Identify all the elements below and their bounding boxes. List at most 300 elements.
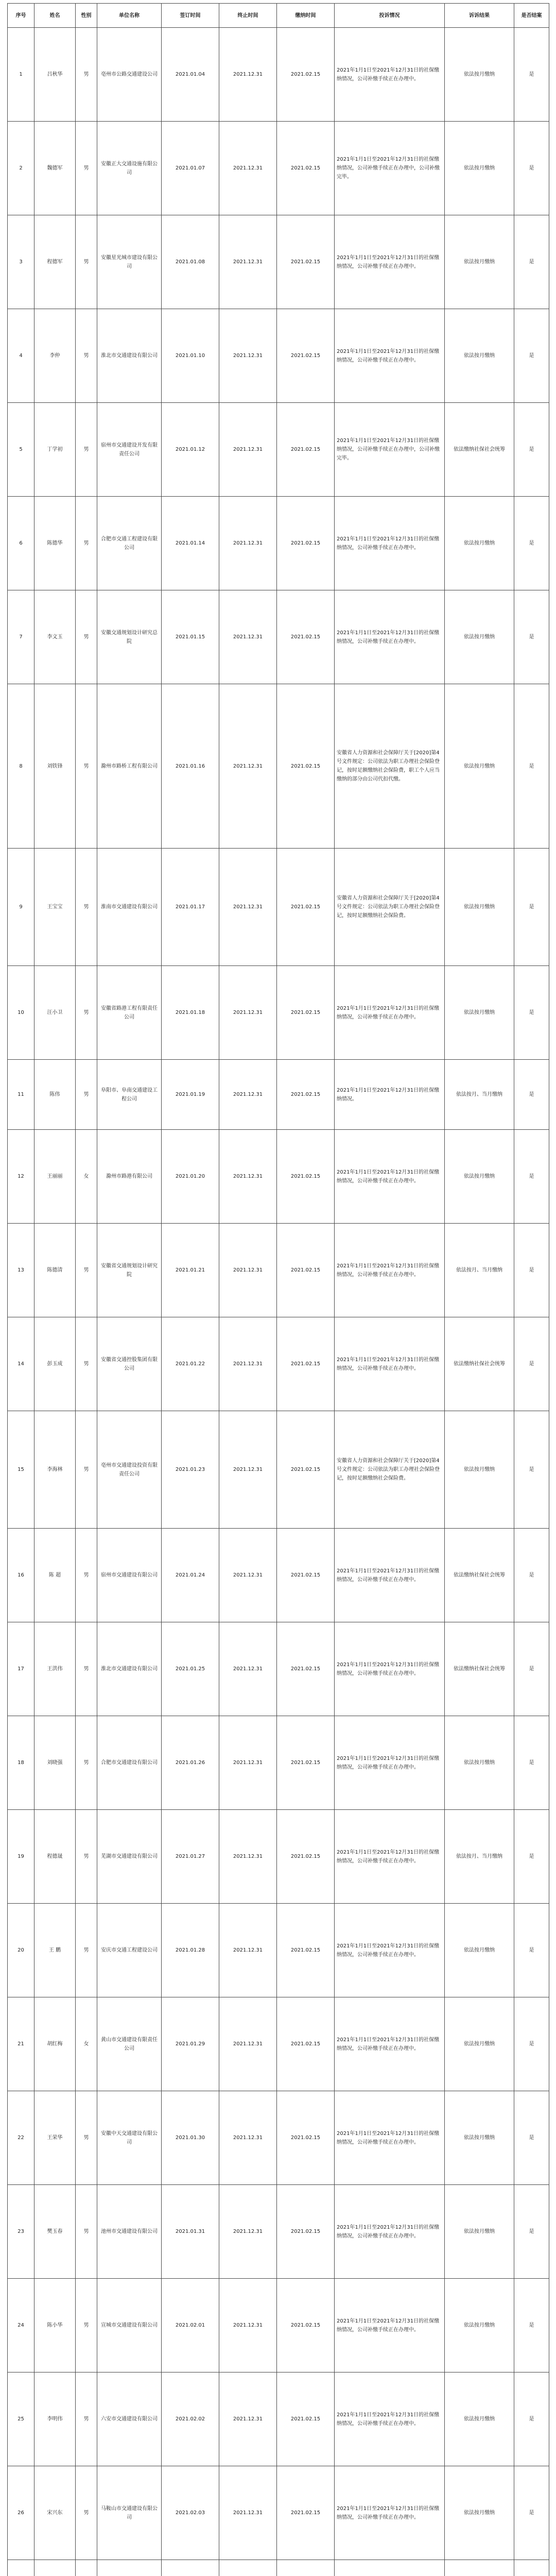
result-cell: 依法按月、当月缴纳 (445, 1224, 514, 1317)
payment-date-cell: 2021.02.15 (277, 1411, 335, 1529)
end-date-cell: 2021.12.31 (219, 215, 277, 309)
complaint-cell: 安徽省人力资源和社会保障厅关于[2020]第4号文件规定：公司依法为职工办理社会保险登记，按时足额缴纳社会保险费。 (335, 849, 445, 966)
table-row (8, 28, 549, 122)
company-cell: 安徽省交通规划设计研究院 (97, 1224, 162, 1317)
gender-cell: 男 (76, 28, 97, 122)
result-cell: 依法按月缴纳 (445, 2279, 514, 2372)
company-cell: 宿州市交通建设开发有限责任公司 (97, 403, 162, 497)
name-cell: 李明伟 (34, 2372, 76, 2466)
end-date-cell: 2021.12.31 (219, 497, 277, 590)
complaint-cell: 2021年1月1日至2021年12月31日的社保缴纳情况，公司补缴手续正在办理中。 (335, 966, 445, 1060)
complaint-cell: 2021年1月1日至2021年12月31日的社保缴纳情况，公司补缴手续正在办理中。 (335, 1529, 445, 1622)
header-cell: 性别 (76, 4, 97, 28)
end-date-cell: 2021.12.31 (219, 1997, 277, 2091)
closed-cell: 是 (514, 590, 549, 684)
header-cell: 签订时间 (162, 4, 219, 28)
result-cell: 依法缴纳社保社会统筹 (445, 1622, 514, 1716)
end-date-cell: 2021.12.31 (219, 1130, 277, 1224)
table-row (8, 309, 549, 403)
header-cell: 终止时间 (219, 4, 277, 28)
table-row (8, 497, 549, 590)
seq-cell: 2 (8, 122, 34, 215)
result-cell: 依法按月、当月缴纳 (445, 1060, 514, 1130)
end-date-cell: 2021.12.31 (219, 1411, 277, 1529)
closed-cell: 是 (514, 1997, 549, 2091)
closed-cell (514, 2560, 549, 2576)
end-date-cell: 2021.12.31 (219, 1810, 277, 1904)
sign-date-cell: 2021.01.15 (162, 590, 219, 684)
closed-cell: 是 (514, 1317, 549, 1411)
sign-date-cell: 2021.02.03 (162, 2466, 219, 2560)
table-row (8, 1904, 549, 1997)
complaint-cell: 2021年1月1日至2021年12月31日的社保缴纳情况，公司补缴手续正在办理中。 (335, 1130, 445, 1224)
gender-cell: 男 (76, 684, 97, 849)
seq-cell: 1 (8, 28, 34, 122)
seq-cell: 4 (8, 309, 34, 403)
gender-cell: 男 (76, 1317, 97, 1411)
company-cell: 亳州市公路交通建设公司 (97, 28, 162, 122)
seq-cell: 8 (8, 684, 34, 849)
result-cell: 依法按月缴纳 (445, 2466, 514, 2560)
end-date-cell: 2021.12.31 (219, 1622, 277, 1716)
table-row (8, 1130, 549, 1224)
gender-cell: 女 (76, 1130, 97, 1224)
result-cell: 依法按月缴纳 (445, 1411, 514, 1529)
gender-cell: 男 (76, 966, 97, 1060)
table-row (8, 1529, 549, 1622)
name-cell: 丁学初 (34, 403, 76, 497)
seq-cell: 21 (8, 1997, 34, 2091)
end-date-cell: 2021.12.31 (219, 590, 277, 684)
payment-date-cell: 2021.02.15 (277, 2091, 335, 2185)
complaint-cell: 2021年1月1日至2021年12月31日的社保缴纳情况，公司补缴手续正在办理中。 (335, 309, 445, 403)
payment-date-cell: 2021.02.15 (277, 849, 335, 966)
header-cell: 缴纳时间 (277, 4, 335, 28)
company-cell: 安徽中天交通建设有限公司 (97, 2091, 162, 2185)
sign-date-cell: 2021.01.12 (162, 403, 219, 497)
sign-date-cell: 2021.01.22 (162, 1317, 219, 1411)
records-table (7, 3, 549, 2576)
complaint-cell (335, 2560, 445, 2576)
name-cell: 彭玉成 (34, 1317, 76, 1411)
payment-date-cell: 2021.02.15 (277, 1904, 335, 1997)
table-row (8, 1060, 549, 1130)
name-cell: 王洪伟 (34, 1622, 76, 1716)
company-cell: 黄山市交通建设有限责任公司 (97, 1997, 162, 2091)
sign-date-cell: 2021.01.10 (162, 309, 219, 403)
table-row (8, 1997, 549, 2091)
gender-cell: 男 (76, 2279, 97, 2372)
gender-cell: 男 (76, 2185, 97, 2279)
sign-date-cell: 2021.01.26 (162, 1716, 219, 1810)
gender-cell: 男 (76, 1411, 97, 1529)
name-cell: 陈小华 (34, 2279, 76, 2372)
result-cell: 依法缴纳社保社会统筹 (445, 403, 514, 497)
complaint-cell: 2021年1月1日至2021年12月31日的社保缴纳情况，公司补缴手续正在办理中。 (335, 2372, 445, 2466)
gender-cell: 男 (76, 1716, 97, 1810)
complaint-cell: 2021年1月1日至2021年12月31日的社保缴纳情况，公司补缴手续正在办理中。 (335, 1224, 445, 1317)
company-cell: 淮南市交通建设有限公司 (97, 849, 162, 966)
header-cell: 序号 (8, 4, 34, 28)
header-cell: 姓名 (34, 4, 76, 28)
result-cell: 依法按月缴纳 (445, 1904, 514, 1997)
closed-cell: 是 (514, 2372, 549, 2466)
sign-date-cell: 2021.01.28 (162, 1904, 219, 1997)
payment-date-cell (277, 2560, 335, 2576)
result-cell: 依法缴纳社保社会统筹 (445, 1317, 514, 1411)
closed-cell: 是 (514, 1224, 549, 1317)
complaint-cell: 2021年1月1日至2021年12月31日的社保缴纳情况，公司补缴手续正在办理中。 (335, 2279, 445, 2372)
result-cell: 依法按月缴纳 (445, 849, 514, 966)
end-date-cell: 2021.12.31 (219, 2185, 277, 2279)
payment-date-cell: 2021.02.15 (277, 403, 335, 497)
closed-cell: 是 (514, 966, 549, 1060)
company-cell: 阜阳市、阜南交通建设工程公司 (97, 1060, 162, 1130)
payment-date-cell: 2021.02.15 (277, 2466, 335, 2560)
table-row (8, 1622, 549, 1716)
result-cell: 依法按月、当月缴纳 (445, 1810, 514, 1904)
name-cell: 王丽丽 (34, 1130, 76, 1224)
end-date-cell: 2021.12.31 (219, 1317, 277, 1411)
table-row (8, 1810, 549, 1904)
result-cell: 依法按月缴纳 (445, 1716, 514, 1810)
closed-cell: 是 (514, 1810, 549, 1904)
closed-cell: 是 (514, 849, 549, 966)
payment-date-cell: 2021.02.15 (277, 1060, 335, 1130)
payment-date-cell: 2021.02.15 (277, 1529, 335, 1622)
seq-cell: 14 (8, 1317, 34, 1411)
sign-date-cell: 2021.01.07 (162, 122, 219, 215)
payment-date-cell: 2021.02.15 (277, 1622, 335, 1716)
name-cell: 李文玉 (34, 590, 76, 684)
payment-date-cell: 2021.02.15 (277, 1224, 335, 1317)
sign-date-cell: 2021.01.24 (162, 1529, 219, 1622)
closed-cell: 是 (514, 2091, 549, 2185)
end-date-cell: 2021.12.31 (219, 2466, 277, 2560)
complaint-cell: 2021年1月1日至2021年12月31日的社保缴纳情况，公司补缴手续正在办理中。 (335, 215, 445, 309)
payment-date-cell: 2021.02.15 (277, 1130, 335, 1224)
end-date-cell: 2021.12.31 (219, 1716, 277, 1810)
complaint-cell: 2021年1月1日至2021年12月31日的社保缴纳情况，公司补缴手续正在办理中。 (335, 28, 445, 122)
closed-cell: 是 (514, 2466, 549, 2560)
end-date-cell: 2021.12.31 (219, 28, 277, 122)
result-cell: 依法按月缴纳 (445, 309, 514, 403)
complaint-cell: 2021年1月1日至2021年12月31日的社保缴纳情况，公司补缴手续正在办理中。 (335, 1716, 445, 1810)
payment-date-cell: 2021.02.15 (277, 122, 335, 215)
seq-cell: 24 (8, 2279, 34, 2372)
complaint-cell: 2021年1月1日至2021年12月31日的社保缴纳情况，公司补缴手续正在办理中，公司补缴完毕。 (335, 403, 445, 497)
seq-cell: 7 (8, 590, 34, 684)
name-cell: 胡红梅 (34, 1997, 76, 2091)
company-cell: 芜湖市交通建设有限公司 (97, 1810, 162, 1904)
sign-date-cell: 2021.01.27 (162, 1810, 219, 1904)
company-cell (97, 2560, 162, 2576)
name-cell: 程德晟 (34, 1810, 76, 1904)
company-cell: 滁州市路港有限公司 (97, 1130, 162, 1224)
company-cell: 安徽星光城市建设有限公司 (97, 215, 162, 309)
company-cell: 池州市交通建设有限公司 (97, 2185, 162, 2279)
table-row (8, 1317, 549, 1411)
payment-date-cell: 2021.02.15 (277, 684, 335, 849)
gender-cell (76, 2560, 97, 2576)
result-cell: 依法按月缴纳 (445, 1130, 514, 1224)
closed-cell: 是 (514, 28, 549, 122)
complaint-cell: 2021年1月1日至2021年12月31日的社保缴纳情况，公司补缴手续正在办理中。 (335, 1317, 445, 1411)
name-cell: 陈德清 (34, 1224, 76, 1317)
company-cell: 宣城市交通建设有限公司 (97, 2279, 162, 2372)
complaint-cell: 安徽省人力资源和社会保障厅关于[2020]第4号文件规定：公司依法为职工办理社会保险登记，按时足额缴纳社会保险费。 (335, 1411, 445, 1529)
complaint-cell: 2021年1月1日至2021年12月31日的社保缴纳情况，公司补缴手续正在办理中。 (335, 1810, 445, 1904)
name-cell: 汪小卫 (34, 966, 76, 1060)
gender-cell: 男 (76, 122, 97, 215)
company-cell: 安徽省路港工程有限责任公司 (97, 966, 162, 1060)
end-date-cell: 2021.12.31 (219, 966, 277, 1060)
name-cell: 王宝宝 (34, 849, 76, 966)
payment-date-cell: 2021.02.15 (277, 966, 335, 1060)
result-cell: 依法按月缴纳 (445, 684, 514, 849)
sign-date-cell: 2021.01.14 (162, 497, 219, 590)
sign-date-cell (162, 2560, 219, 2576)
sign-date-cell: 2021.02.01 (162, 2279, 219, 2372)
end-date-cell: 2021.12.31 (219, 309, 277, 403)
gender-cell: 女 (76, 1997, 97, 2091)
end-date-cell: 2021.12.31 (219, 1060, 277, 1130)
seq-cell: 16 (8, 1529, 34, 1622)
gender-cell: 男 (76, 2091, 97, 2185)
result-cell: 依法缴纳社保社会统筹 (445, 1529, 514, 1622)
company-cell: 合肥市交通建设有限公司 (97, 1716, 162, 1810)
company-cell: 安徽正大交通设施有限公司 (97, 122, 162, 215)
table-row (8, 2466, 549, 2560)
end-date-cell: 2021.12.31 (219, 849, 277, 966)
table-row (8, 1224, 549, 1317)
gender-cell: 男 (76, 2466, 97, 2560)
name-cell: 王 鹏 (34, 1904, 76, 1997)
table-row (8, 2185, 549, 2279)
seq-cell: 15 (8, 1411, 34, 1529)
payment-date-cell: 2021.02.15 (277, 1997, 335, 2091)
table-row (8, 2560, 549, 2576)
complaint-cell: 2021年1月1日至2021年12月31日的社保缴纳情况。 (335, 1060, 445, 1130)
end-date-cell: 2021.12.31 (219, 403, 277, 497)
payment-date-cell: 2021.02.15 (277, 1716, 335, 1810)
header-cell: 诉诉结果 (445, 4, 514, 28)
company-cell: 合肥市交通工程建设有限公司 (97, 497, 162, 590)
sign-date-cell: 2021.02.02 (162, 2372, 219, 2466)
seq-cell (8, 2560, 34, 2576)
seq-cell: 6 (8, 497, 34, 590)
gender-cell: 男 (76, 1622, 97, 1716)
company-cell: 安庆市交通工程建设公司 (97, 1904, 162, 1997)
table-row (8, 2372, 549, 2466)
closed-cell: 是 (514, 1904, 549, 1997)
result-cell: 依法按月缴纳 (445, 2185, 514, 2279)
payment-date-cell: 2021.02.15 (277, 2372, 335, 2466)
header-cell: 投诉情况 (335, 4, 445, 28)
seq-cell: 13 (8, 1224, 34, 1317)
end-date-cell: 2021.12.31 (219, 122, 277, 215)
result-cell: 依法按月缴纳 (445, 1997, 514, 2091)
sign-date-cell: 2021.01.16 (162, 684, 219, 849)
end-date-cell: 2021.12.31 (219, 2091, 277, 2185)
name-cell: 魏德军 (34, 122, 76, 215)
payment-date-cell: 2021.02.15 (277, 215, 335, 309)
closed-cell: 是 (514, 309, 549, 403)
end-date-cell: 2021.12.31 (219, 1224, 277, 1317)
closed-cell: 是 (514, 403, 549, 497)
closed-cell: 是 (514, 1411, 549, 1529)
name-cell: 王荣华 (34, 2091, 76, 2185)
table-row (8, 403, 549, 497)
name-cell: 樊玉春 (34, 2185, 76, 2279)
sign-date-cell: 2021.01.30 (162, 2091, 219, 2185)
seq-cell: 23 (8, 2185, 34, 2279)
seq-cell: 10 (8, 966, 34, 1060)
table-row (8, 590, 549, 684)
result-cell: 依法按月缴纳 (445, 966, 514, 1060)
end-date-cell: 2021.12.31 (219, 2279, 277, 2372)
end-date-cell: 2021.12.31 (219, 1529, 277, 1622)
payment-date-cell: 2021.02.15 (277, 2279, 335, 2372)
gender-cell: 男 (76, 1060, 97, 1130)
gender-cell: 男 (76, 403, 97, 497)
result-cell: 依法按月缴纳 (445, 215, 514, 309)
result-cell: 依法按月缴纳 (445, 497, 514, 590)
sign-date-cell: 2021.01.31 (162, 2185, 219, 2279)
payment-date-cell: 2021.02.15 (277, 590, 335, 684)
table-row (8, 849, 549, 966)
seq-cell: 12 (8, 1130, 34, 1224)
closed-cell: 是 (514, 684, 549, 849)
result-cell: 依法按月缴纳 (445, 122, 514, 215)
company-cell: 淮北市交通建设有限公司 (97, 1622, 162, 1716)
name-cell: 宋兴东 (34, 2466, 76, 2560)
payment-date-cell: 2021.02.15 (277, 497, 335, 590)
gender-cell: 男 (76, 1224, 97, 1317)
table-row (8, 966, 549, 1060)
closed-cell: 是 (514, 1622, 549, 1716)
name-cell: 陈伟 (34, 1060, 76, 1130)
company-cell: 马鞍山市交通建设有限公司 (97, 2466, 162, 2560)
table-row (8, 684, 549, 849)
gender-cell: 男 (76, 849, 97, 966)
closed-cell: 是 (514, 1130, 549, 1224)
sign-date-cell: 2021.01.18 (162, 966, 219, 1060)
company-cell: 亳州市交通建设投资有限责任公司 (97, 1411, 162, 1529)
payment-date-cell: 2021.02.15 (277, 1810, 335, 1904)
seq-cell: 11 (8, 1060, 34, 1130)
result-cell: 依法按月缴纳 (445, 28, 514, 122)
gender-cell: 男 (76, 309, 97, 403)
sign-date-cell: 2021.01.19 (162, 1060, 219, 1130)
name-cell: 刘铁锋 (34, 684, 76, 849)
payment-date-cell: 2021.02.15 (277, 28, 335, 122)
complaint-cell: 2021年1月1日至2021年12月31日的社保缴纳情况，公司补缴手续正在办理中。 (335, 1622, 445, 1716)
company-cell: 安徽交通规划设计研究总院 (97, 590, 162, 684)
closed-cell: 是 (514, 1716, 549, 1810)
result-cell: 依法按月缴纳 (445, 2372, 514, 2466)
company-cell: 淮北市交通建设有限公司 (97, 309, 162, 403)
seq-cell: 17 (8, 1622, 34, 1716)
table-row (8, 1716, 549, 1810)
gender-cell: 男 (76, 1529, 97, 1622)
sign-date-cell: 2021.01.20 (162, 1130, 219, 1224)
name-cell: 陈 超 (34, 1529, 76, 1622)
closed-cell: 是 (514, 215, 549, 309)
table-row (8, 2091, 549, 2185)
table-row (8, 1411, 549, 1529)
end-date-cell: 2021.12.31 (219, 2372, 277, 2466)
complaint-cell: 2021年1月1日至2021年12月31日的社保缴纳情况，公司补缴手续正在办理中。 (335, 1997, 445, 2091)
seq-cell: 3 (8, 215, 34, 309)
complaint-cell: 2021年1月1日至2021年12月31日的社保缴纳情况，公司补缴手续正在办理中。 (335, 2185, 445, 2279)
seq-cell: 5 (8, 403, 34, 497)
complaint-cell: 2021年1月1日至2021年12月31日的社保缴纳情况，公司补缴手续正在办理中。 (335, 590, 445, 684)
company-cell: 安徽省交通控股集团有限公司 (97, 1317, 162, 1411)
gender-cell: 男 (76, 215, 97, 309)
table-body (8, 28, 549, 2576)
closed-cell: 是 (514, 1060, 549, 1130)
complaint-cell: 安徽省人力资源和社会保障厅关于[2020]第4号文件规定：公司依法为职工办理社会保险登记，按时足额缴纳社会保险费，职工个人应当缴纳的部分由公司代扣代缴。 (335, 684, 445, 849)
table-row (8, 2279, 549, 2372)
sign-date-cell: 2021.01.23 (162, 1411, 219, 1529)
table-row (8, 122, 549, 215)
name-cell: 李海林 (34, 1411, 76, 1529)
gender-cell: 男 (76, 1810, 97, 1904)
payment-date-cell: 2021.02.15 (277, 309, 335, 403)
seq-cell: 9 (8, 849, 34, 966)
company-cell: 六安市交通建设有限公司 (97, 2372, 162, 2466)
seq-cell: 25 (8, 2372, 34, 2466)
complaint-cell: 2021年1月1日至2021年12月31日的社保缴纳情况，公司补缴手续正在办理中。 (335, 2091, 445, 2185)
closed-cell: 是 (514, 122, 549, 215)
payment-date-cell: 2021.02.15 (277, 2185, 335, 2279)
closed-cell: 是 (514, 497, 549, 590)
closed-cell: 是 (514, 2185, 549, 2279)
header-cell: 是否结案 (514, 4, 549, 28)
name-cell: 陈德华 (34, 497, 76, 590)
seq-cell: 20 (8, 1904, 34, 1997)
seq-cell: 26 (8, 2466, 34, 2560)
result-cell (445, 2560, 514, 2576)
result-cell: 依法按月缴纳 (445, 590, 514, 684)
header-cell: 单位名称 (97, 4, 162, 28)
company-cell: 宿州市交通建设有限公司 (97, 1529, 162, 1622)
gender-cell: 男 (76, 497, 97, 590)
result-cell: 依法按月缴纳 (445, 2091, 514, 2185)
sign-date-cell: 2021.01.17 (162, 849, 219, 966)
sign-date-cell: 2021.01.21 (162, 1224, 219, 1317)
complaint-cell: 2021年1月1日至2021年12月31日的社保缴纳情况，公司补缴手续正在办理中。 (335, 497, 445, 590)
gender-cell: 男 (76, 2372, 97, 2466)
complaint-cell: 2021年1月1日至2021年12月31日的社保缴纳情况，公司补缴手续正在办理中，公司补缴完毕。 (335, 122, 445, 215)
seq-cell: 19 (8, 1810, 34, 1904)
end-date-cell: 2021.12.31 (219, 684, 277, 849)
table-row (8, 215, 549, 309)
end-date-cell: 2021.12.31 (219, 1904, 277, 1997)
seq-cell: 18 (8, 1716, 34, 1810)
gender-cell: 男 (76, 1904, 97, 1997)
complaint-cell: 2021年1月1日至2021年12月31日的社保缴纳情况，公司补缴手续正在办理中。 (335, 1904, 445, 1997)
name-cell: 刘晓强 (34, 1716, 76, 1810)
name-cell: 吕秋华 (34, 28, 76, 122)
seq-cell: 22 (8, 2091, 34, 2185)
closed-cell: 是 (514, 2279, 549, 2372)
closed-cell: 是 (514, 1529, 549, 1622)
payment-date-cell: 2021.02.15 (277, 1317, 335, 1411)
complaint-cell: 2021年1月1日至2021年12月31日的社保缴纳情况，公司补缴手续正在办理中。 (335, 2466, 445, 2560)
company-cell: 滁州市路桥工程有限公司 (97, 684, 162, 849)
